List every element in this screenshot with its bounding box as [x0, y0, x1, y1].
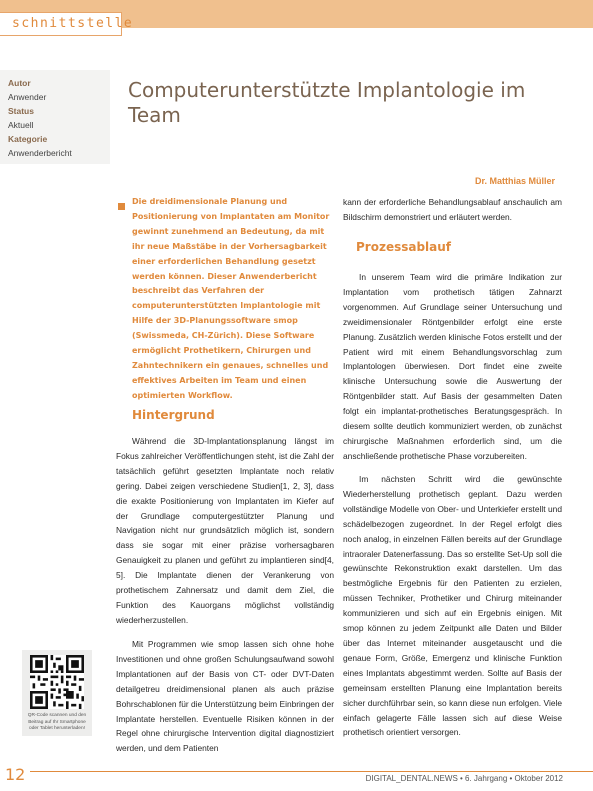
article-intro: Die dreidimensionale Planung und Positionierung von Implantaten am Monitor gewinnt zunehmend an Bedeutung, da mit ihr neue Maßstäbe in der Vorhersagbarkeit einer erforderlichen Behandlung gesetzt werden können. Dieser Anwenderbericht beschreibt das Verfahren der computerunterstützten Implantologie mit Hilfe der 3D-Planungssoftware smop (Swissmeda, CH-Zürich). Diese Software ermöglicht Prothetikern, Chirurgen und Zahntechnikern ein genaues, schnelles und effektives Arbeiten im Team und einen optimierten Workflow.	[132, 197, 330, 400]
section-tag	[0, 12, 134, 36]
info-status-value: Aktuell	[8, 120, 34, 130]
qr-box	[22, 650, 92, 736]
background-paragraph-2: Mit Programmen wie smop lassen sich ohne hohe Investitionen und ohne großen Schulungsaufwand sowohl Implantationen auf der Basis von CT- oder DVT-Daten detailgetreu dreidimensional planen als auch präzise Bohrschablonen für die Unterstützung beim Einbringen der Implantate herstellen. Eventuelle Risiken können in der Regel ohne chirurgische Intervention digital diagnostiziert werden, und dem Patienten	[116, 639, 334, 754]
process-paragraph-1: In unserem Team wird die primäre Indikation zur Implantation vom prothetisch tätigen Zahnarzt vorgenommen. Auf Grundlage seiner Untersuchung und zweidimensionaler Röntgenbilder erfolgt eine erste Planung. Zusätzlich werden klinische Fotos erstellt und der Patient wird mit einem Behandlungsvorschlag zum Implantologen überwiesen. Dort findet eine zweite klinische Untersuchung sowie die Auswertung der Röntgenbilder statt. Auf Basis der gesammelten Daten folgt ein implantat-prothetisches Beratungsgespräch. In diesem sollte deutlich kommuniziert werden, ob zunächst chirurgische Maßnahmen erforderlich sind, um die anschließende prothetische Phase vorzubereiten.	[343, 272, 562, 461]
qr-code-icon[interactable]	[30, 655, 84, 709]
process-paragraph-2: Im nächsten Schritt wird die gewünschte Wiederherstellung prothetisch geplant. Dazu werden vollständige Modelle von Ober- und Unterkiefer erstellt und schädelbezogen zugeordnet. In der Regel erfolgt dies noch analog, in einzelnen Fällen bereits auf der Grundlage intraoraler Datenerfassung. Das so erstellte Set-Up soll die gewünschte Rekonstruktion exakt darstellen. Um das bestmögliche Ergebnis für den Patienten zu erzielen, müssen Techniker, Prothetiker und Chirurg miteinander kommunizieren und sich auf ein Ergebnis einigen. Mit smop können zu jedem Zeitpunkt alle Daten und Bilder über das Internet miteinander ausgetauscht und die genaue Form, Größe, Emergenz und klinische Funktion eines Implantats abgestimmt werden. Sollte auf Basis der gemeinsam erstellten Planung eine Implantation bereits sicher durchführbar sein, so kann diese nun erfolgen. Viele einfach gelagerte Fälle lassen sich auf diese Weise prothetisch orientiert versorgen.	[343, 474, 562, 738]
qr-caption: QR-Code scannen und den Beitrag auf Ihr Smartphone oder Tablet herunterladen!	[27, 713, 87, 731]
article-author: Dr. Matthias Müller	[474, 176, 555, 186]
footer-publication: DIGITAL_DENTAL.NEWS • 6. Jahrgang • Oktober 2012	[365, 774, 563, 783]
article-title: Computerunterstützte Implantologie im Team	[128, 78, 526, 127]
info-author-label: Autor	[8, 78, 31, 88]
section-label: schnittstelle	[12, 16, 134, 31]
info-box	[0, 70, 110, 164]
footer-rule	[30, 771, 593, 772]
heading-process: Prozessablauf	[356, 240, 452, 254]
page-number: 12	[5, 765, 29, 784]
heading-background: Hintergrund	[132, 408, 215, 422]
info-category-label: Kategorie	[8, 134, 48, 144]
info-status-label: Status	[8, 106, 34, 116]
info-category-value: Anwenderbericht	[8, 148, 72, 158]
right-paragraph-intro: kann der erforderliche Behandlungsablauf anschaulich am Bildschirm demonstriert und erläutert werden.	[343, 197, 562, 222]
intro-bullet-icon	[118, 203, 125, 210]
info-author-value: Anwender	[8, 92, 47, 102]
background-paragraph-1: Während die 3D-Implantationsplanung längst im Fokus zahlreicher Veröffentlichungen steht, ist die Zahl der tatsächlich geführt gesetzten Implantate noch relativ gering. Dabei zeigen verschiedene Studien[1, 2, 3], dass die exakte Positionierung von Implantaten im Kiefer auf der Grundlage computergestützter Planung und Navigation nicht nur grundsätzlich möglich ist, sondern dass sie sogar mit einer präzise vorhersagbaren Genauigkeit zu planen und geführt zu implantieren sind[4, 5]. Die Implantate dienen der Verankerung von prothetischem Zahnersatz und damit dem Ziel, die Funktion des Kauorgans möglichst vollständig wiederherzustellen.	[116, 436, 334, 625]
